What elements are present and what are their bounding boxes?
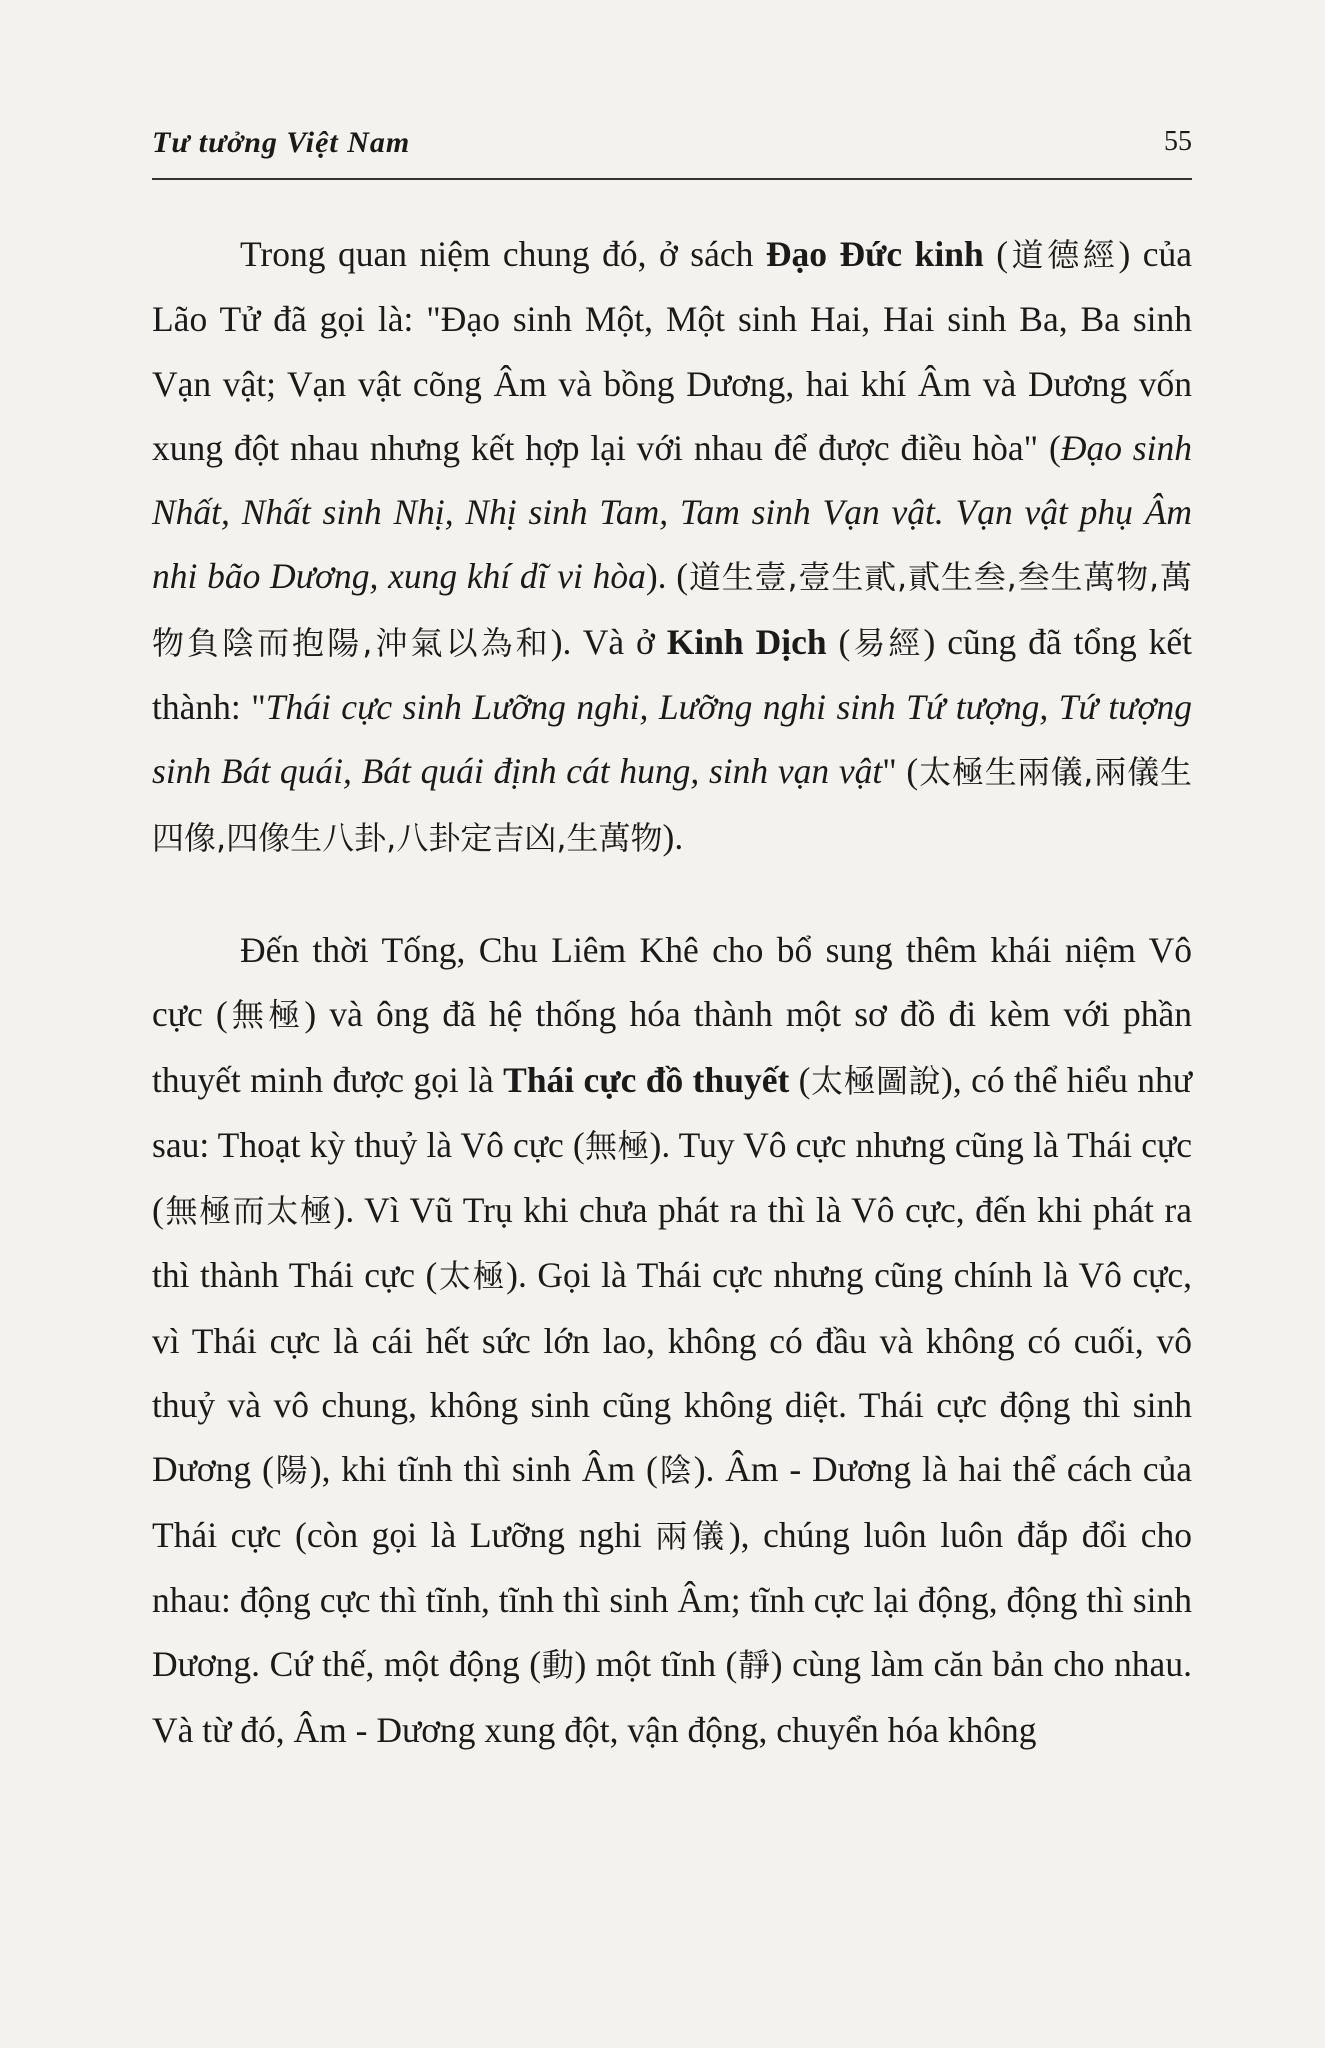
italic-transliteration: Thái cực sinh Lưỡng nghi, Lưỡng nghi sinh Tứ tượng, Tứ tượng sinh Bát quái, Bát quái định cát hung, sinh vạn vật: [152, 687, 1192, 792]
han-characters: 無極: [227, 996, 305, 1035]
text-run: ). Tuy Vô cực nhưng cũng là Thái cực (: [152, 1124, 1192, 1231]
paragraph: [152, 918, 1192, 1762]
text-run: ), khi tĩnh thì sinh Âm (: [309, 1449, 658, 1490]
page-number: 55: [1164, 126, 1192, 157]
text-run: ). Và ở: [550, 621, 667, 662]
text-run: ) cũng đã tổng kết thành: ": [152, 621, 1192, 728]
han-characters: 兩儀: [655, 1516, 729, 1555]
text-run: " (: [882, 751, 919, 792]
han-characters: 太極生兩儀,兩儀生四像,四像生八卦,八卦定吉凶,生萬物: [152, 753, 1192, 857]
text-run: (: [826, 621, 851, 662]
text-run: ), có thể hiểu như sau: Thoạt kỳ thuỷ là Vô cực (: [152, 1059, 1193, 1165]
han-characters: 無極: [584, 1126, 650, 1165]
text-run: ) và ông đã hệ thống hóa thành một sơ đồ đi kèm với phần thuyết minh được gọi là: [152, 994, 1192, 1100]
text-run: ) một tĩnh (: [574, 1644, 738, 1685]
text-run: ) cùng làm căn bản cho nhau. Và từ đó, Âm - Dương xung đột, vận động, chuyển hóa không: [152, 1644, 1192, 1750]
text-run: ). (: [645, 556, 689, 597]
han-characters: 無極而太極: [163, 1192, 334, 1231]
text-run: ).: [662, 816, 684, 857]
han-characters: 靜: [737, 1646, 771, 1685]
han-characters: 陰: [657, 1451, 694, 1490]
text-run: ). Âm - Dương là hai thể cách của Thái cực (còn gọi là Lưỡng nghi: [152, 1449, 1192, 1555]
text-run: Đến thời Tống, Chu Liêm Khê cho bổ sung thêm khái niệm Vô cực (: [152, 929, 1192, 1035]
text-run: (: [983, 234, 1009, 274]
han-characters: 太極: [437, 1257, 507, 1296]
han-characters: 易經: [850, 623, 924, 662]
han-characters: 陽: [273, 1451, 310, 1490]
text-run: ). Gọi là Thái cực nhưng cũng chính là Vô cực, vì Thái cực là cái hết sức lớn lao, không có đầu và không có cuối, vô thuỷ và vô chung, không sinh cũng không diệt. Thái cực động thì sinh Dương (: [152, 1255, 1192, 1490]
paragraph: [152, 222, 1192, 870]
han-characters: 太極圖說: [810, 1061, 942, 1100]
body-text: [152, 222, 1192, 1762]
text-run: ). Vì Vũ Trụ khi chưa phát ra thì là Vô cực, đến khi phát ra thì thành Thái cực (: [152, 1190, 1192, 1296]
text-run: (: [789, 1059, 811, 1100]
text-run: Trong quan niệm chung đó, ở sách: [240, 234, 766, 274]
running-title: Tư tưởng Việt Nam: [152, 126, 411, 159]
han-characters: 道德經: [1008, 236, 1119, 274]
han-characters: 動: [541, 1646, 575, 1685]
bold-term: Đạo Đức kinh: [765, 234, 984, 274]
text-run: ) của Lão Tử đã gọi là: "Đạo sinh Một, Một sinh Hai, Hai sinh Ba, Ba sinh Vạn vật; Vạn vật cõng Âm và bồng Dương, hai khí Âm và Dương vốn xung đột nhau nhưng kết hợp lại với nhau để được điều hòa" (: [152, 234, 1192, 468]
bold-term: Kinh Dịch: [666, 621, 827, 662]
page-header: [152, 118, 1192, 180]
italic-transliteration: Đạo sinh Nhất, Nhất sinh Nhị, Nhị sinh Tam, Tam sinh Vạn vật. Vạn vật phụ Âm nhi bão Dương, xung khí dĩ vi hòa: [152, 427, 1192, 597]
han-characters: 道生壹,壹生貳,貳生叁,叁生萬物,萬物負陰而抱陽,沖氣以為和: [152, 558, 1192, 662]
bold-term: Thái cực đồ thuyết: [503, 1059, 790, 1100]
text-run: ), chúng luôn luôn đắp đổi cho nhau: động cực thì tĩnh, tĩnh thì sinh Âm; tĩnh cực lại động, động thì sinh Dương. Cứ thế, một động (: [152, 1514, 1192, 1685]
